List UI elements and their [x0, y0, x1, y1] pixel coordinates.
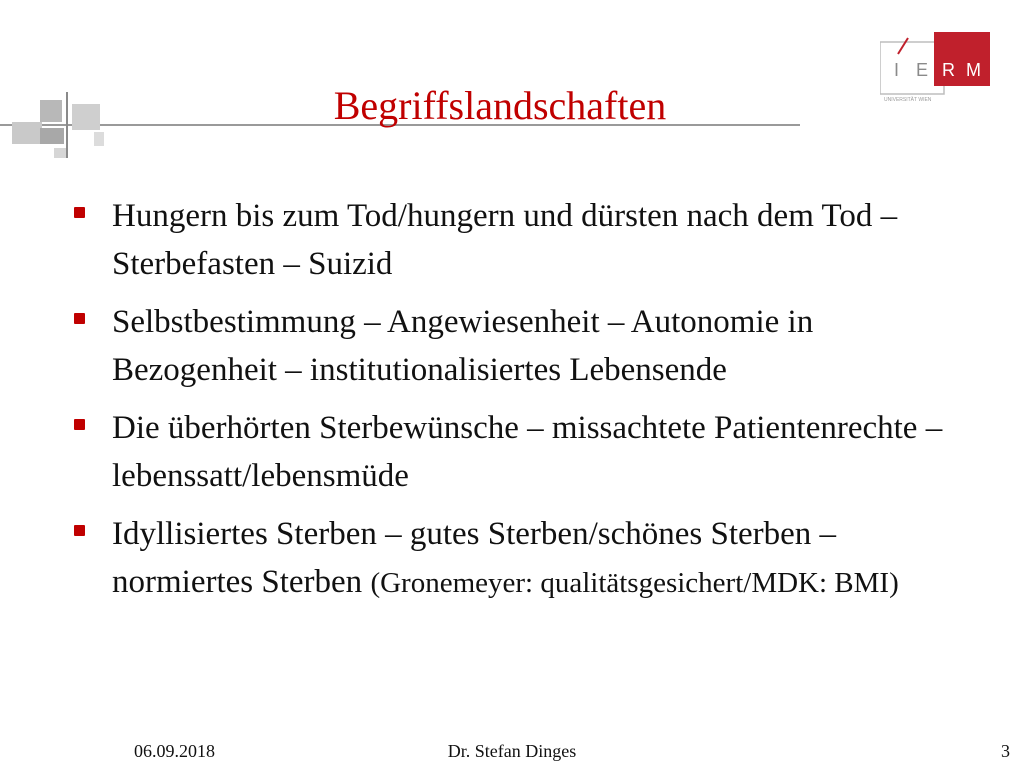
ierm-logo	[880, 28, 992, 104]
square-bullet-icon	[74, 419, 85, 430]
svg-text:R: R	[942, 60, 955, 80]
slide-number: 3	[1001, 741, 1010, 761]
svg-text:M: M	[966, 60, 981, 80]
bullet-list	[72, 192, 972, 617]
bullet-item	[72, 192, 972, 288]
slide-title: Begriffslandschaften	[333, 83, 667, 128]
bullet-text: Hungern bis zum Tod/hungern und dürsten nach dem Tod – Sterbefasten – Suizid	[112, 198, 898, 282]
bullet-item	[72, 298, 972, 394]
bullet-item	[72, 404, 972, 500]
svg-text:I: I	[894, 60, 900, 80]
svg-text:E: E	[916, 60, 929, 80]
square-bullet-icon	[74, 313, 85, 324]
footer-date: 06.09.2018	[134, 741, 215, 761]
bullet-note: (Gronemeyer: qualitätsgesichert/MDK: BMI)	[370, 567, 899, 599]
bullet-text: Selbstbestimmung – Angewiesenheit – Autonomie in Bezogenheit – institutionalisiertes Lebensende	[112, 304, 814, 388]
bullet-text: Die überhörten Sterbewünsche – missachtete Patientenrechte – lebenssatt/lebensmüde	[112, 410, 943, 494]
square-bullet-icon	[74, 207, 85, 218]
bullet-item	[72, 510, 972, 607]
svg-text:UNIVERSITÄT WIEN: UNIVERSITÄT WIEN	[884, 97, 932, 103]
footer-author: Dr. Stefan Dinges	[447, 741, 577, 761]
bullet-text: Idyllisiertes Sterben – gutes Sterben/schönes Sterben – normiertes Sterben	[112, 516, 837, 600]
square-bullet-icon	[74, 525, 85, 536]
